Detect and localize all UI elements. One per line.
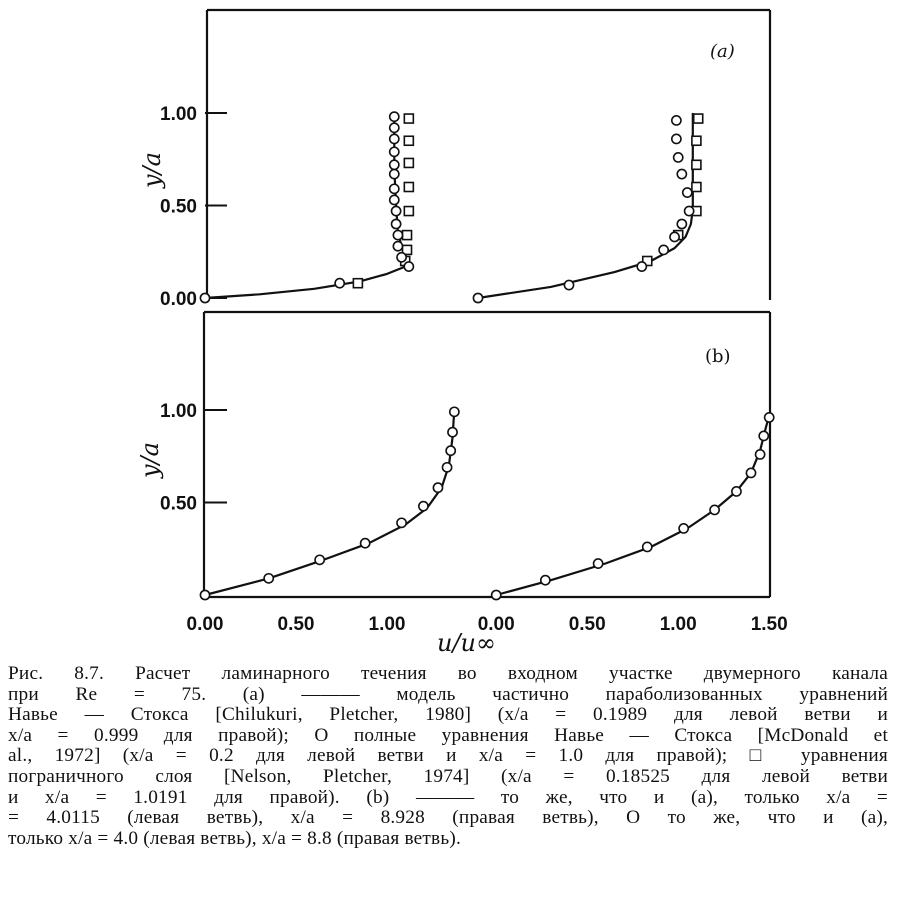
circle-marker bbox=[685, 206, 694, 215]
circle-marker bbox=[672, 116, 681, 125]
caption-line: пограничного слоя [Nelson, Pletcher, 1974] (x/a = 0.18525 для левой ветви bbox=[8, 766, 888, 787]
panel-b-xlabel: u/u∞ bbox=[437, 629, 496, 657]
square-marker bbox=[692, 183, 701, 192]
circle-marker bbox=[390, 195, 399, 204]
circle-marker bbox=[393, 242, 402, 251]
circle-marker bbox=[732, 487, 741, 496]
panel-b-label: (b) bbox=[705, 346, 731, 367]
circle-marker bbox=[393, 231, 402, 240]
circle-marker bbox=[637, 262, 646, 271]
caption-line: при Re = 75. (a) ——— модель частично параболизованных уравнений bbox=[8, 684, 888, 705]
circle-marker bbox=[392, 206, 401, 215]
series-line bbox=[478, 113, 693, 298]
caption-line: Рис. 8.7. Расчет ламинарного течения во входном участке двумерного канала bbox=[8, 664, 888, 684]
circle-marker bbox=[390, 112, 399, 121]
square-marker bbox=[404, 114, 413, 123]
circle-marker bbox=[473, 293, 482, 302]
circle-marker bbox=[390, 169, 399, 178]
y-tick-label: 0.50 bbox=[160, 196, 197, 218]
circle-marker bbox=[390, 184, 399, 193]
circle-marker bbox=[335, 279, 344, 288]
series-line bbox=[496, 416, 769, 595]
circle-marker bbox=[670, 232, 679, 241]
circle-marker bbox=[594, 559, 603, 568]
square-marker bbox=[404, 183, 413, 192]
circle-marker bbox=[677, 169, 686, 178]
circle-marker bbox=[765, 413, 774, 422]
circle-marker bbox=[659, 245, 668, 254]
circle-marker bbox=[397, 518, 406, 527]
circle-marker bbox=[390, 147, 399, 156]
figure-caption bbox=[8, 664, 888, 849]
panel-b bbox=[136, 312, 788, 657]
y-tick-label: 1.00 bbox=[160, 401, 197, 422]
y-tick-label: 1.00 bbox=[160, 104, 197, 125]
circle-marker bbox=[683, 188, 692, 197]
y-tick-label: 0.00 bbox=[160, 289, 197, 310]
caption-line: = 4.0115 (левая ветвь), x/a = 8.928 (правая ветвь), O то же, что и (a), bbox=[8, 808, 888, 829]
circle-marker bbox=[361, 539, 370, 548]
square-marker bbox=[694, 114, 703, 123]
circle-marker bbox=[433, 483, 442, 492]
circle-marker bbox=[397, 253, 406, 262]
square-marker bbox=[404, 136, 413, 145]
x-tick-label: 1.00 bbox=[659, 614, 697, 635]
circle-marker bbox=[404, 262, 413, 271]
circle-marker bbox=[710, 505, 719, 514]
caption-line: al., 1972] (x/a = 0.2 для левой ветви и x/a = 1.0 для правой); □ уравнения bbox=[8, 746, 888, 767]
circle-marker bbox=[564, 280, 573, 289]
circle-marker bbox=[756, 450, 765, 459]
circle-marker bbox=[200, 590, 209, 599]
panel-b-y-ticks bbox=[160, 401, 227, 515]
panel-a-data bbox=[200, 112, 702, 303]
circle-marker bbox=[442, 463, 451, 472]
circle-marker bbox=[448, 428, 457, 437]
x-tick-label: 0.50 bbox=[568, 614, 606, 635]
square-marker bbox=[353, 279, 362, 288]
panel-a-label: (a) bbox=[710, 41, 735, 62]
circle-marker bbox=[672, 134, 681, 143]
circle-marker bbox=[390, 134, 399, 143]
x-tick-label: 0.00 bbox=[186, 614, 224, 635]
circle-marker bbox=[746, 468, 755, 477]
circle-marker bbox=[446, 446, 455, 455]
panel-a-ylabel: y/a bbox=[138, 152, 166, 188]
panel-a-y-ticks bbox=[160, 104, 227, 310]
circle-marker bbox=[450, 407, 459, 416]
square-marker bbox=[403, 231, 412, 240]
x-tick-label: 0.00 bbox=[477, 614, 515, 635]
circle-marker bbox=[677, 219, 686, 228]
x-tick-label: 0.50 bbox=[277, 614, 315, 635]
square-marker bbox=[692, 160, 701, 169]
circle-marker bbox=[643, 542, 652, 551]
series-line bbox=[205, 410, 454, 595]
circle-marker bbox=[264, 574, 273, 583]
circle-marker bbox=[390, 123, 399, 132]
series-line bbox=[205, 113, 409, 298]
circle-marker bbox=[390, 160, 399, 169]
circle-marker bbox=[679, 524, 688, 533]
caption-line: x/a = 0.999 для правой); O полные уравнения Навье — Стокса [McDonald et bbox=[8, 725, 888, 746]
circle-marker bbox=[200, 293, 209, 302]
panel-b-x-ticks bbox=[187, 614, 788, 635]
caption-line: Навье — Стокса [Chilukuri, Pletcher, 1980] (x/a = 0.1989 для левой ветви и bbox=[8, 705, 888, 726]
x-tick-label: 1.00 bbox=[368, 614, 406, 635]
circle-marker bbox=[541, 576, 550, 585]
panel-a bbox=[138, 10, 770, 310]
circle-marker bbox=[492, 590, 501, 599]
caption-line: и x/a = 1.0191 для правой). (b) ——— то же, что и (a), только x/a = bbox=[8, 787, 888, 808]
panel-b-data bbox=[200, 407, 773, 599]
circle-marker bbox=[315, 555, 324, 564]
circle-marker bbox=[392, 219, 401, 228]
y-tick-label: 0.50 bbox=[160, 493, 197, 515]
panel-b-ylabel: y/a bbox=[136, 442, 164, 478]
square-marker bbox=[404, 207, 413, 216]
square-marker bbox=[692, 136, 701, 145]
caption-line: только x/a = 4.0 (левая ветвь), x/a = 8.8 (правая ветвь). bbox=[8, 828, 461, 849]
circle-marker bbox=[759, 431, 768, 440]
circle-marker bbox=[419, 502, 428, 511]
x-tick-label: 1.50 bbox=[750, 614, 788, 635]
square-marker bbox=[404, 158, 413, 167]
circle-marker bbox=[674, 153, 683, 162]
